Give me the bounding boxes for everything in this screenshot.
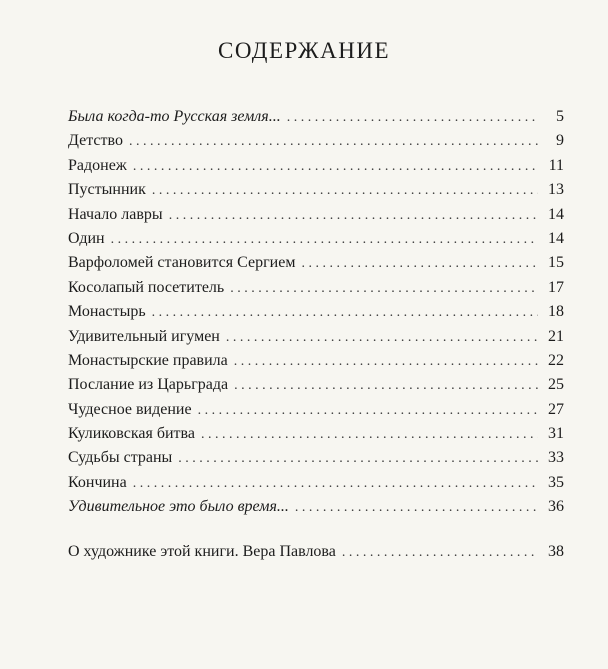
toc-entry — [68, 279, 564, 303]
toc-page-number: 22 — [548, 351, 564, 369]
toc-leader-dots — [295, 500, 538, 516]
toc-entry — [68, 132, 564, 156]
toc-entry-title: Детство — [68, 132, 123, 150]
toc-entry-title: Удивительный игумен — [68, 327, 220, 345]
toc-page-number: 5 — [556, 108, 564, 125]
toc-entry — [68, 206, 564, 230]
toc-leader-dots — [301, 256, 538, 272]
toc-page-number: 14 — [548, 229, 564, 247]
toc-entry — [68, 425, 564, 449]
toc-entry — [68, 108, 564, 132]
toc-page-number: 14 — [548, 205, 564, 223]
toc-entry-title: Чудесное видение — [68, 400, 192, 418]
toc-page-number: 33 — [548, 449, 564, 467]
toc-leader-dots — [230, 281, 538, 297]
toc-page-number: 25 — [548, 376, 564, 394]
toc-leader-dots — [226, 330, 538, 346]
toc-entry-title: Кончина — [68, 473, 127, 491]
toc-entry — [68, 230, 564, 254]
toc-entry — [68, 254, 564, 278]
toc-leader-dots — [342, 545, 538, 561]
toc-entry-title: Косолапый посетитель — [68, 278, 225, 296]
toc-page-number: 11 — [548, 156, 564, 174]
toc-entry — [68, 181, 564, 205]
toc-entry — [68, 474, 564, 498]
toc-leader-dots — [198, 403, 538, 419]
toc-page-number: 36 — [548, 498, 564, 516]
toc-entry-title: Монастырские правила — [68, 351, 228, 369]
toc-leader-dots — [201, 427, 538, 443]
toc-leader-dots — [234, 354, 538, 370]
toc-entry-title: Монастырь — [68, 303, 146, 321]
toc-leader-dots — [169, 208, 538, 224]
toc-entry-title: Послание из Царьграда — [68, 376, 229, 394]
toc-page-number: 31 — [548, 425, 564, 443]
toc-entry-title: Начало лавры — [68, 205, 163, 223]
toc-entry — [68, 543, 564, 567]
toc-leader-dots — [133, 476, 538, 492]
toc-page-number: 17 — [548, 278, 564, 296]
toc-entry-title: Радонеж — [68, 156, 127, 174]
toc-leader-dots — [152, 183, 538, 199]
toc-leader-dots — [234, 378, 538, 394]
toc-entry — [68, 157, 564, 181]
toc-leader-dots — [111, 232, 538, 248]
toc-page-number: 18 — [548, 303, 564, 321]
toc-entry-title: Куликовская битва — [68, 425, 195, 443]
toc-leader-dots — [178, 451, 538, 467]
toc-entry — [68, 498, 564, 522]
toc-leader-dots — [287, 110, 538, 126]
toc-entry-title: Варфоломей становится Сергием — [68, 254, 296, 272]
toc-entry-title: Один — [68, 229, 105, 247]
page-title: СОДЕРЖАНИЕ — [217, 38, 390, 63]
toc-leader-dots — [152, 305, 538, 321]
toc-leader-dots — [133, 159, 538, 175]
toc-page-number: 15 — [548, 254, 564, 272]
toc-page-number: 21 — [548, 327, 564, 345]
toc-entry — [68, 449, 564, 473]
toc-page-number: 13 — [548, 181, 564, 199]
toc-entry — [68, 376, 564, 400]
toc-entry-title: О художнике этой книги. Вера Павлова — [68, 542, 336, 560]
toc-page-number: 35 — [548, 473, 564, 491]
toc-page-number: 9 — [556, 132, 564, 150]
toc-entry — [68, 328, 564, 352]
toc-entry-title: Судьбы страны — [68, 449, 173, 467]
toc-page-number: 38 — [548, 542, 564, 560]
table-of-contents — [68, 108, 564, 567]
toc-entry-title: Была когда-то Русская земля... — [68, 108, 281, 125]
toc-entry-title: Пустынник — [68, 181, 146, 199]
toc-page-number: 27 — [548, 400, 564, 418]
toc-entry-title: Удивительное это было время... — [68, 498, 289, 516]
toc-entry — [68, 352, 564, 376]
toc-entry — [68, 401, 564, 425]
toc-entry — [68, 303, 564, 327]
toc-leader-dots — [129, 134, 538, 150]
